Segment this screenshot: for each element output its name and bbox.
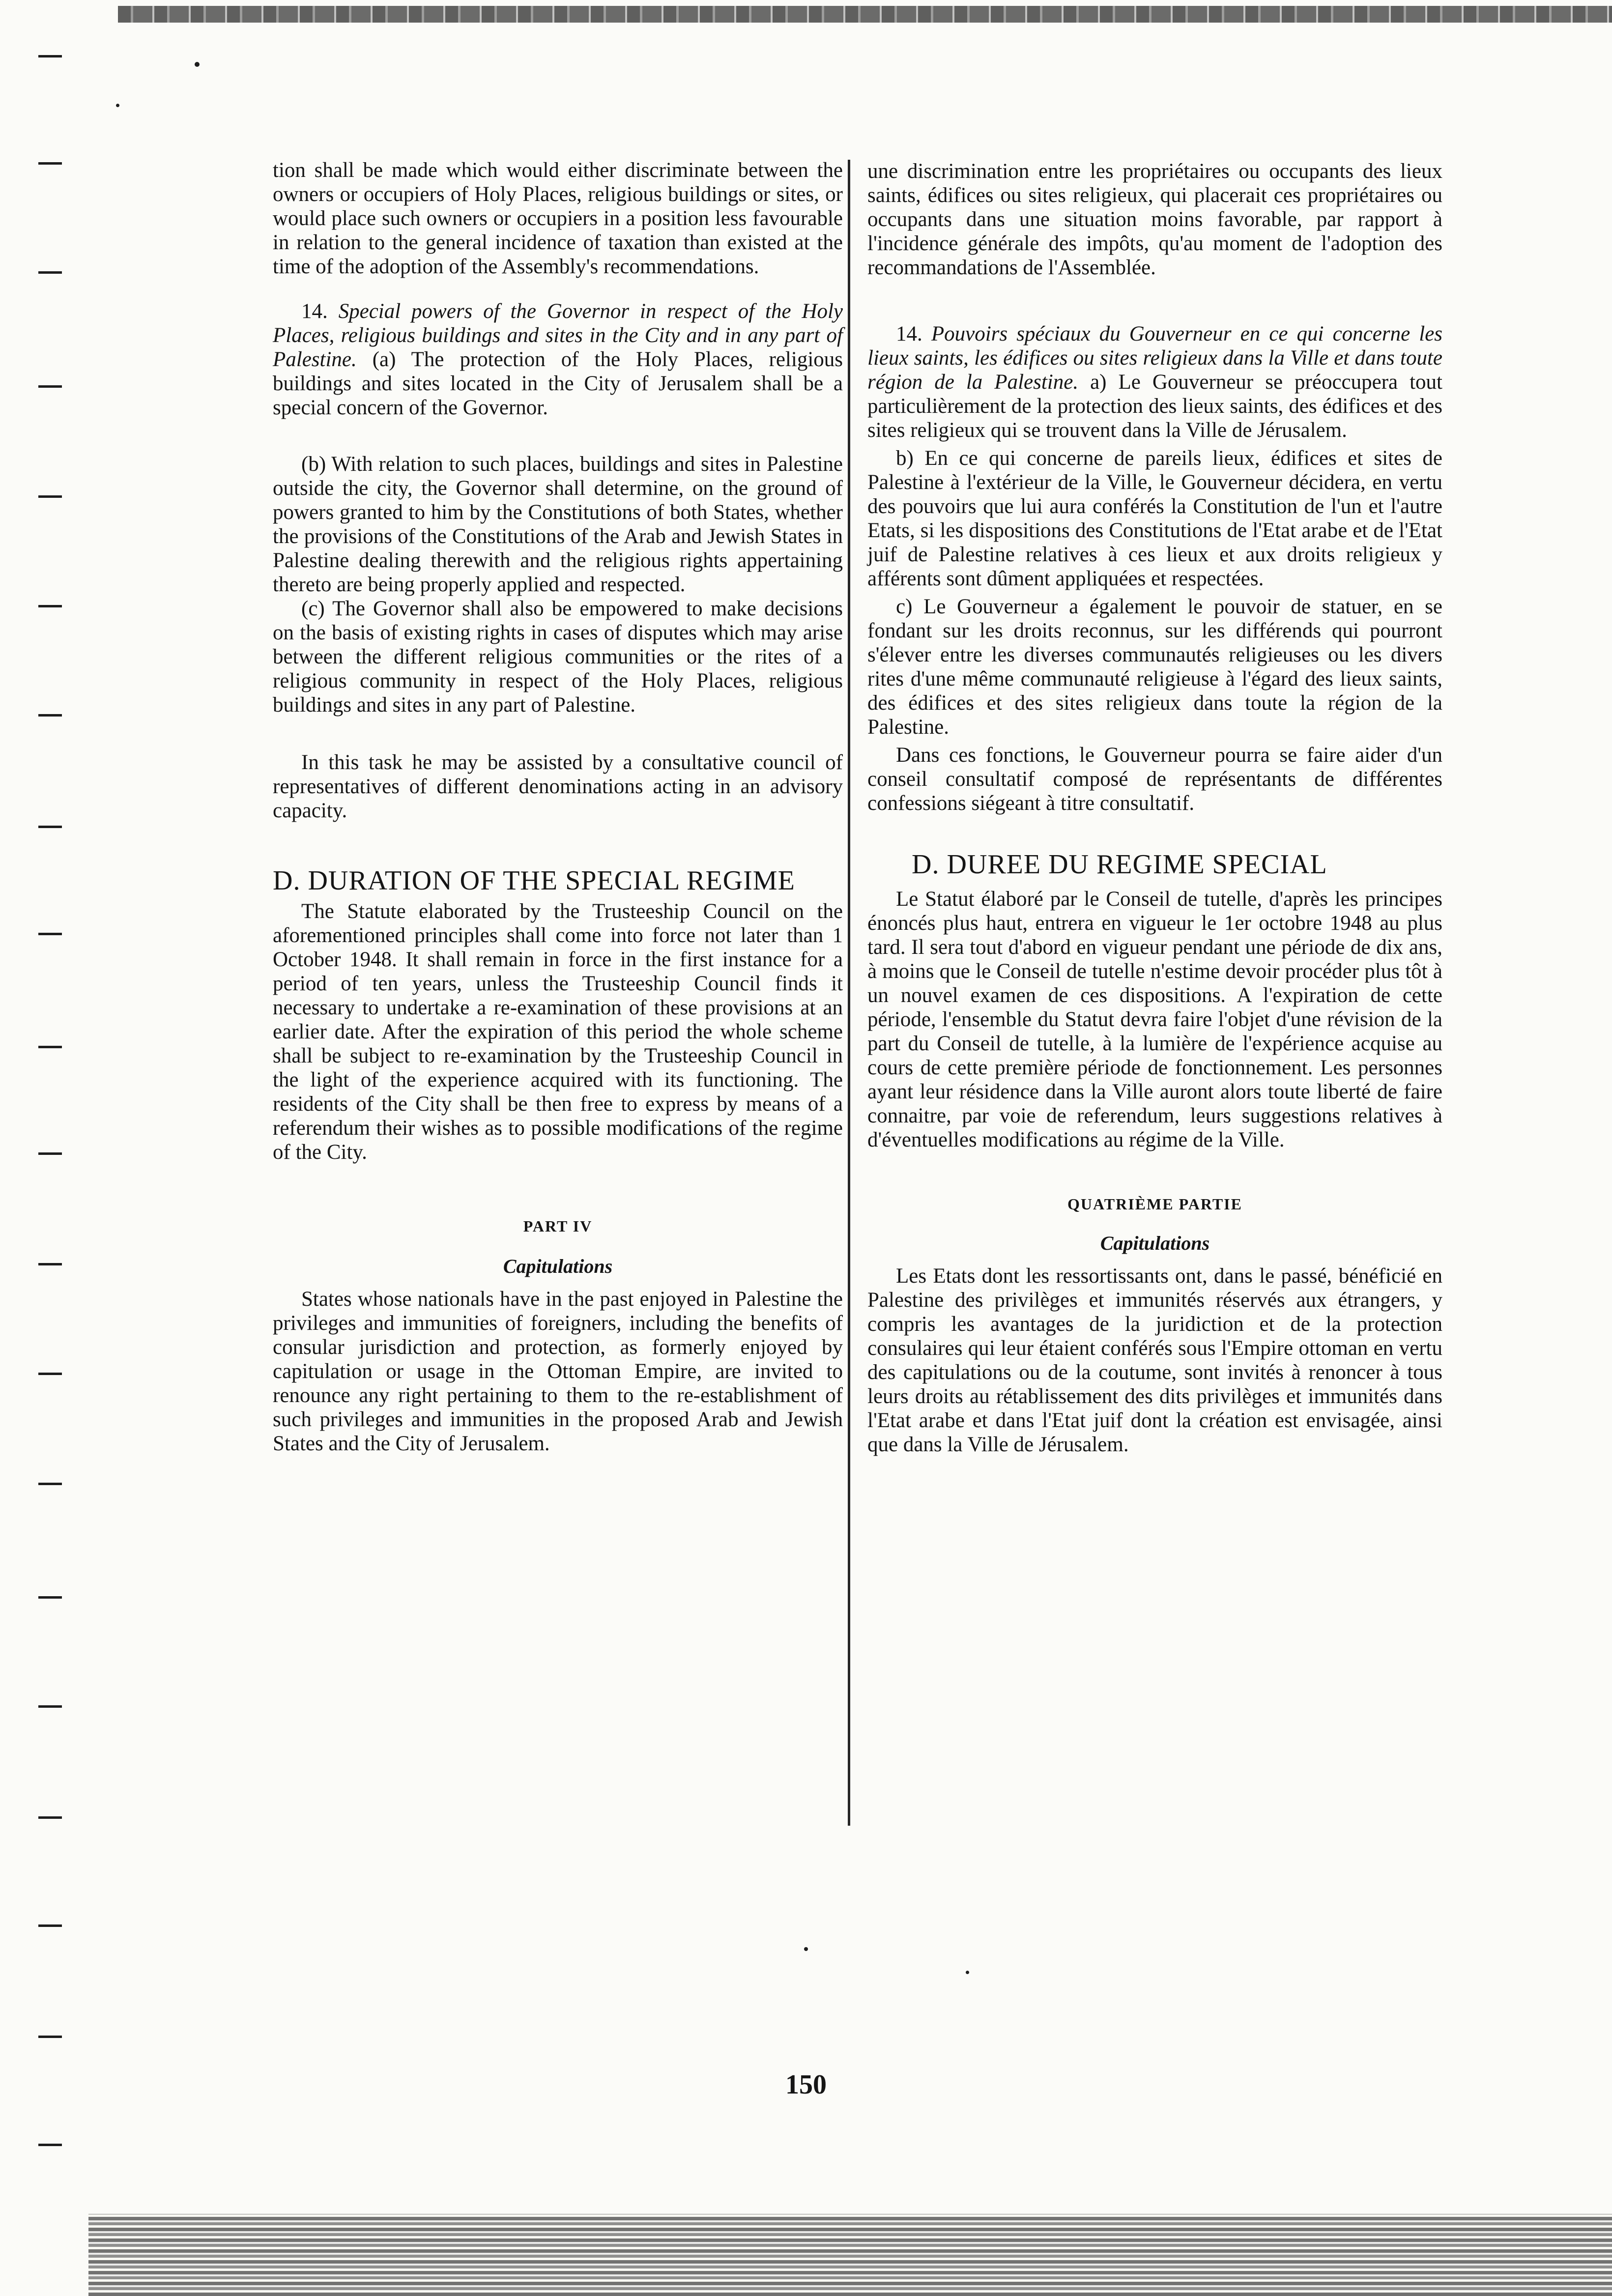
margin-tick: [38, 714, 62, 717]
column-divider: [848, 160, 850, 1826]
capitulations-paragraph: Les Etats dont les ressortissants ont, dans le passé, bénéficié en Palestine des privilèges et immunités réservés aux étrangers, y compris les avantages de la juridiction et de la protection consulaires qui leur étaient conférés sous l'Empire ottoman en vertu des capitulations ou de la coutume, sont invités à renoncer à tous leurs droits au rétablissement des dits privilèges et immunités dans l'Etat arabe et dans l'Etat juif dont la création est envisagée, ainsi que dans la Ville de Jérusalem.: [867, 1264, 1442, 1456]
section-14-a: (a) The protection of the Holy Places, religious buildings and sites located in the City of Jerusalem shall be a special concern of the Governor.: [273, 348, 843, 419]
margin-tick: [38, 1924, 62, 1927]
french-column: [867, 159, 1442, 1457]
duration-paragraph: The Statute elaborated by the Trusteeship Council on the aforementioned principles shall come into force not later than 1 October 1948. It shall remain in force in the first instance for a period of ten years, unless the Trusteeship Council finds it necessary to undertake a re-examination of these provisions at an earlier date. After the expiration of this period the whole scheme shall be subject to re-examination by the Trusteeship Council in the light of the experience acquired with its functioning. The residents of the City shall be then free to express by means of a referendum their wishes as to possible modifications of the regime of the City.: [273, 900, 843, 1164]
section-14-c: (c) The Governor shall also be empowered to make decisions on the basis of existing rights in cases of disputes which may arise between the different religious communities or the rites of a religious community in respect of the Holy Places, religious buildings and sites in any part of Palestine.: [273, 597, 843, 717]
section-title: Pouvoirs spéciaux du Gouverneur en ce qui concerne les lieux saints, les édifices ou sites religieux dans la Ville et dans toute région de la Palestine.: [867, 322, 1443, 394]
margin-tick: [38, 162, 62, 165]
capitulations-paragraph: States whose nationals have in the past enjoyed in Palestine the privileges and immunities of foreigners, including the benefits of consular jurisdiction and protection, as formerly enjoyed by capitulation or usage in the Ottoman Empire, are invited to renounce any right pertaining to them to the re-establishment of such privileges and immunities in the proposed Arab and Jewish States and the City of Jerusalem.: [273, 1288, 843, 1455]
section-14-heading: [867, 322, 1442, 442]
margin-tick: [38, 826, 62, 828]
margin-tick: [38, 1152, 62, 1155]
section-number: 14.: [301, 300, 328, 323]
section-14-c: c) Le Gouverneur a également le pouvoir de statuer, en se fondant sur les droits reconnus, sur les différends qui pourront s'élever entre les diverses communautés religieuses ou les divers rites d'une même communauté religieuse à l'égard des lieux saints, des édifices et des sites religieux dans toute la région de la Palestine.: [867, 595, 1442, 739]
council-paragraph: In this task he may be assisted by a consultative council of representatives of different denominations acting in an advisory capacity.: [273, 751, 843, 822]
margin-tick: [38, 1705, 62, 1708]
margin-tick: [38, 1263, 62, 1265]
margin-tick: [38, 2144, 62, 2146]
margin-tick: [38, 2036, 62, 2038]
section-title: Special powers of the Governor in respect of the Holy Places, religious buildings and sites in the City and in any part of Palestine.: [273, 300, 843, 371]
continuation-paragraph: tion shall be made which would either discriminate between the owners or occupiers of Holy Places, religious buildings or sites, or would place such owners or occupiers in a position less favourable in relation to the general incidence of taxation than existed at the time of the adoption of the Assembly's recommendations.: [273, 159, 843, 278]
continuation-paragraph: une discrimination entre les propriétaires ou occupants des lieux saints, édifices ou sites religieux, qui placerait ces propriétaires ou occupants dans une situation moins favorable, par rapport à l'incidence générale des impôts, qu'au moment de l'adoption des recommandations de l'Assemblée.: [867, 160, 1442, 279]
capitulations-title: Capitulations: [1100, 1232, 1210, 1254]
scan-speck: [804, 1947, 808, 1951]
duration-heading: D. DURATION OF THE SPECIAL REGIME: [273, 865, 795, 896]
part-label: PART IV: [523, 1217, 593, 1235]
margin-tick: [38, 933, 62, 935]
margin-tick: [38, 1373, 62, 1375]
margin-tick: [38, 1046, 62, 1048]
english-column: [273, 158, 843, 1456]
margin-tick: [38, 1596, 62, 1599]
scan-speck: [195, 62, 200, 67]
scan-speck: [966, 1971, 969, 1974]
section-14-a: a) Le Gouverneur se préoccupera tout particulièrement de la protection des lieux saints, des édifices et des sites religieux qui se trouvent dans la Ville de Jérusalem.: [867, 371, 1443, 442]
scan-bottom-edge: [88, 2214, 1612, 2296]
scan-top-edge: [118, 6, 1612, 23]
capitulations-title: Capitulations: [503, 1255, 613, 1277]
section-number: 14.: [896, 322, 922, 345]
scan-speck: [116, 104, 119, 107]
section-14-b: b) En ce qui concerne de pareils lieux, édifices et sites de Palestine à l'extérieur de la Ville, le Gouverneur décidera, en vertu des pouvoirs que lui aura conférés la Constitution de l'un et l'autre Etats, si les dispositions des Constitutions de l'Etat arabe et de l'Etat juif de Palestine relatives à ces lieux et aux droits religieux y afférents sont dûment appliquées et respectées.: [867, 447, 1442, 590]
margin-tick: [38, 1483, 62, 1485]
duration-heading: D. DUREE DU REGIME SPECIAL: [912, 849, 1327, 880]
page-number: 150: [785, 2069, 827, 2100]
section-14-b: (b) With relation to such places, buildings and sites in Palestine outside the city, the Governor shall determine, on the ground of powers granted to him by the Constitutions of both States, whether the provisions of the Constitutions of the Arab and Jewish States in Palestine dealing therewith and the religious rights appertaining thereto are being properly applied and respected.: [273, 453, 843, 596]
margin-tick: [38, 271, 62, 274]
margin-tick: [38, 605, 62, 607]
duration-paragraph: Le Statut élaboré par le Conseil de tutelle, d'après les principes énoncés plus haut, entrera en vigueur le 1er octobre 1948 au plus tard. Il sera tout d'abord en vigueur pendant une période de dix ans, à moins que le Conseil de tutelle n'estime devoir procéder plus tôt à un nouvel examen de ces dispositions. A l'expiration de cette période, l'ensemble du Statut devra faire l'objet d'une révision de la part du Conseil de tutelle, à la lumière de l'expérience acquise au cours de cette première période de fonctionnement. Les personnes ayant leur résidence dans la Ville auront alors toute liberté de faire connaitre, par voie de referendum, leurs suggestions relatives à d'éventuelles modifications au régime de la Ville.: [867, 888, 1442, 1151]
margin-tick: [38, 1816, 62, 1819]
council-paragraph: Dans ces fonctions, le Gouverneur pourra se faire aider d'un conseil consultatif composé de représentants de différentes confessions siégeant à titre consultatif.: [867, 744, 1442, 815]
section-14-heading: [273, 299, 843, 420]
margin-tick: [38, 495, 62, 498]
part-label: QUATRIÈME PARTIE: [1067, 1195, 1242, 1213]
margin-tick: [38, 385, 62, 388]
margin-tick: [38, 55, 62, 57]
